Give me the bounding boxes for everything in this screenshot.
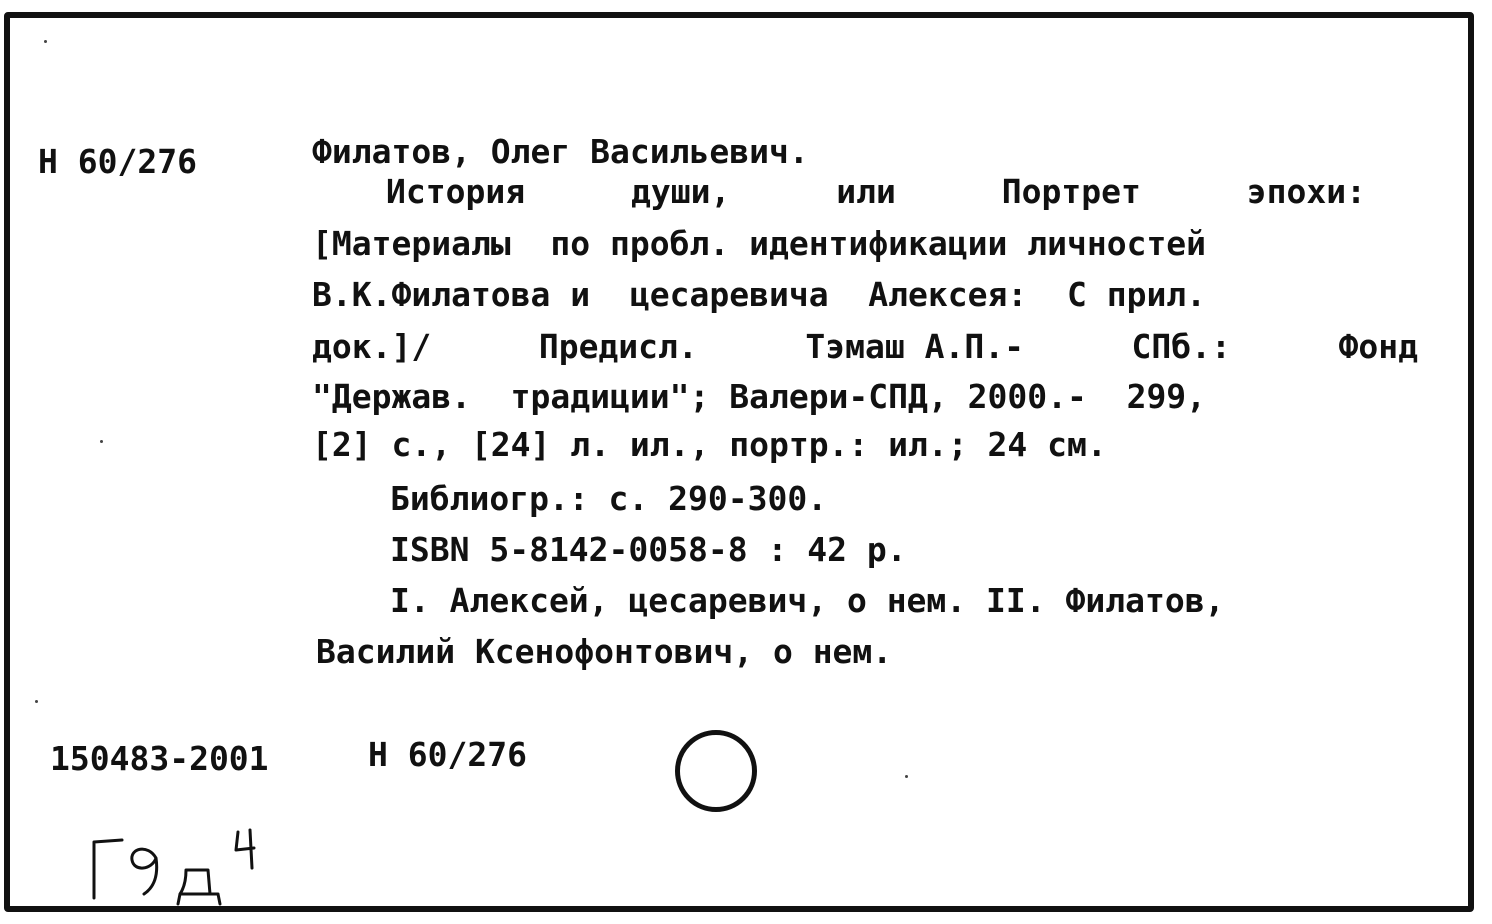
- title-word-5: эпохи:: [1246, 172, 1366, 211]
- description-line-4: [312, 327, 1418, 366]
- line4-part-4: СПб.:: [1131, 327, 1231, 366]
- line4-part-5: Фонд: [1338, 327, 1418, 366]
- speck: [100, 440, 103, 443]
- call-number: Н 60/276: [38, 142, 197, 181]
- description-line-2: [Материалы по пробл. идентификации личностей: [312, 224, 1207, 263]
- speck: [905, 775, 908, 778]
- line4-part-3: Тэмаш А.П.-: [805, 327, 1024, 366]
- subjects-line-2: Василий Ксенофонтович, о нем.: [316, 632, 893, 671]
- description-line-6: [2] с., [24] л. ил., портр.: ил.; 24 см.: [312, 425, 1107, 464]
- title-word-4: Портрет: [1001, 172, 1141, 211]
- handwritten-note: [86, 828, 276, 908]
- isbn-line: ISBN 5-8142-0058-8 : 42 р.: [390, 530, 907, 569]
- card-punch-hole: [675, 730, 757, 812]
- line4-part-1: док.]/: [312, 327, 432, 366]
- title-word-2: души,: [630, 172, 731, 211]
- description-line-5: "Держав. традиции"; Валери-СПД, 2000.- 299,: [312, 377, 1207, 416]
- description-line-3: В.К.Филатова и цесаревича Алексея: С прил.: [312, 275, 1207, 314]
- line4-part-2: Предисл.: [538, 327, 698, 366]
- title-line-1: [386, 172, 1366, 211]
- author-heading: Филатов, Олег Васильевич.: [312, 132, 809, 171]
- subjects-line-1: I. Алексей, цесаревич, о нем. II. Филатов,: [390, 581, 1225, 620]
- inventory-number: 150483-2001: [50, 739, 269, 778]
- title-word-3: или: [836, 172, 896, 211]
- title-word-1: История: [386, 172, 526, 211]
- bibliography-note: Библиогр.: с. 290-300.: [390, 479, 828, 518]
- speck: [44, 40, 47, 43]
- call-number-bottom: Н 60/276: [368, 735, 527, 774]
- speck: [35, 700, 38, 703]
